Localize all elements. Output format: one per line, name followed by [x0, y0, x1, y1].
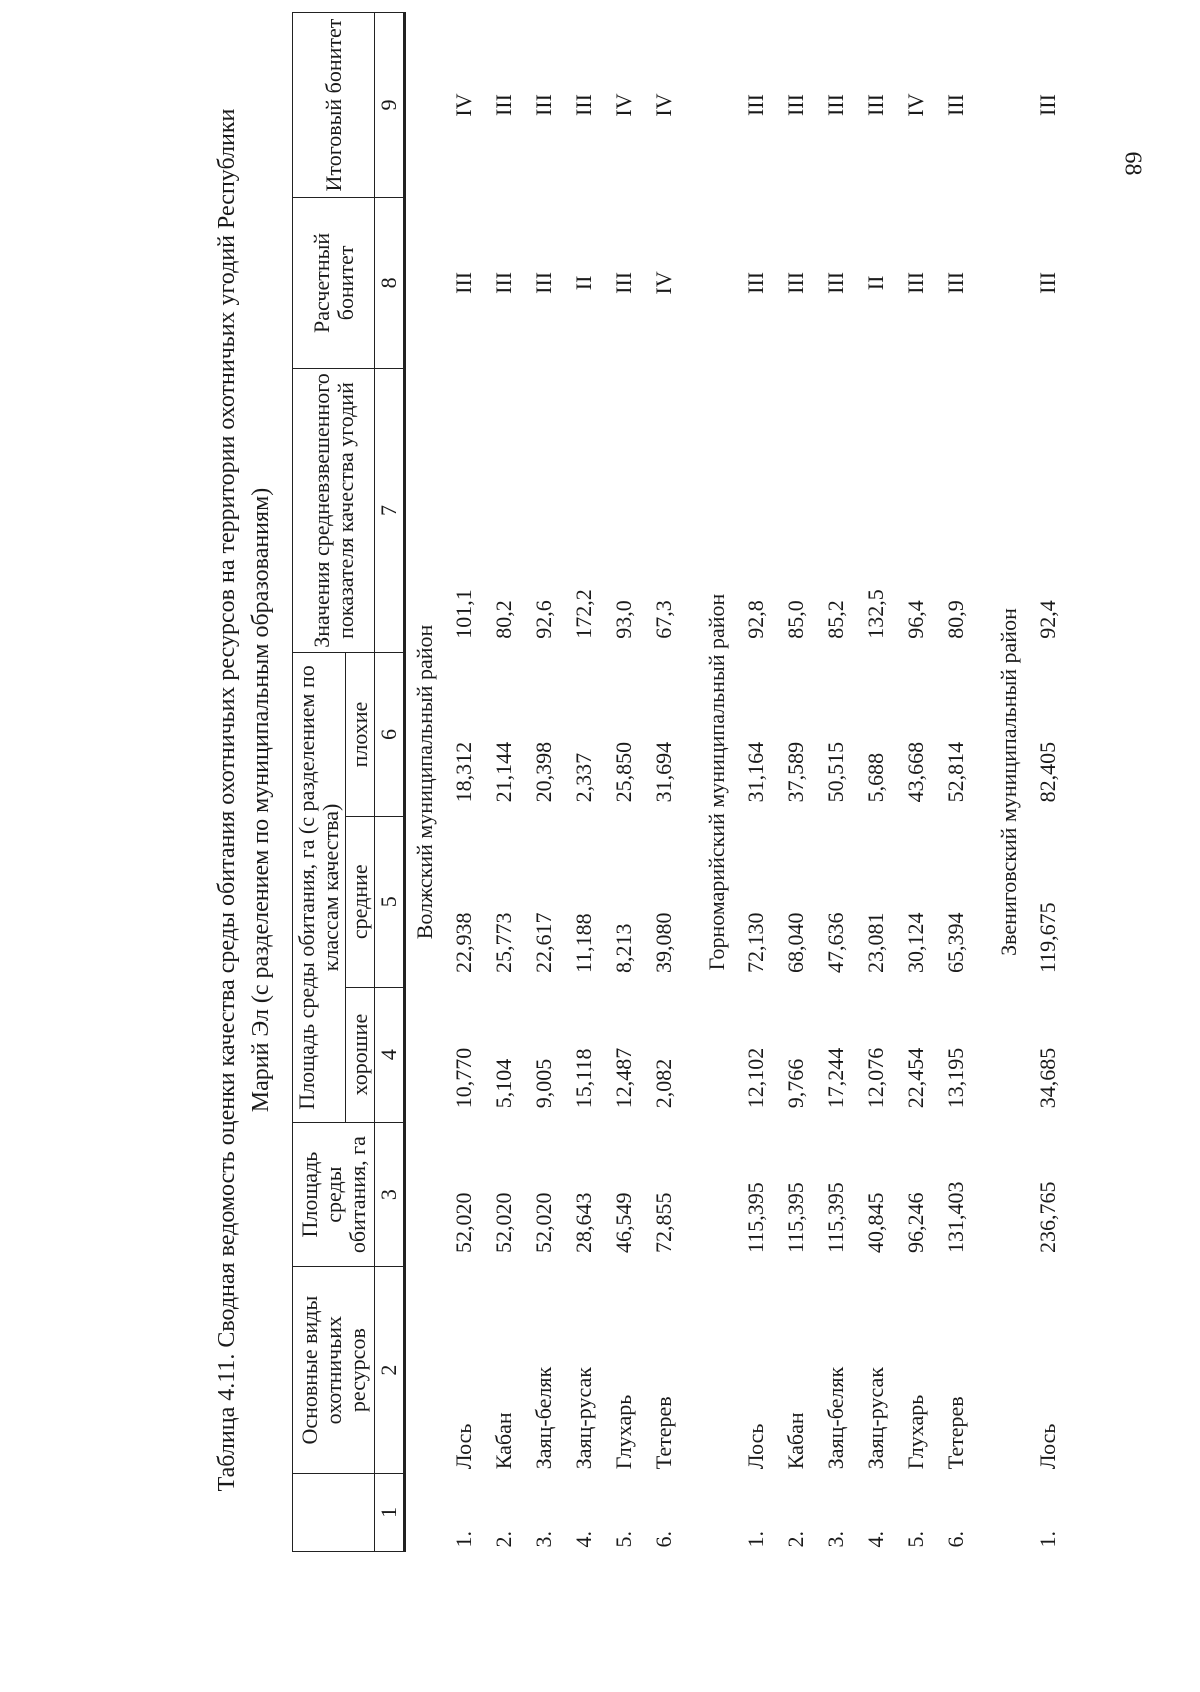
final-bonitet-cell: III — [531, 94, 556, 117]
area-cell: 40,845 — [863, 1192, 888, 1253]
row-index: 5. — [611, 1531, 636, 1548]
table-row — [936, 13, 976, 1552]
calc-bonitet-cell: III — [743, 271, 768, 294]
header-good: хорошие — [346, 987, 375, 1122]
poor-area-cell: 2,337 — [571, 752, 596, 803]
row-index: 1. — [451, 1531, 476, 1548]
medium-area-cell: 22,938 — [451, 912, 476, 974]
row-index: 6. — [943, 1531, 968, 1548]
species-cell: Заяц-беляк — [531, 1366, 556, 1470]
weighted-value-cell: 92,4 — [1035, 600, 1060, 639]
good-area-cell: 15,118 — [571, 1048, 596, 1109]
poor-area-cell: 82,405 — [1035, 741, 1060, 803]
calc-bonitet-cell: III — [1035, 271, 1060, 294]
medium-area-cell: 68,040 — [783, 912, 808, 974]
header-area: Площадь среды обитания, га — [293, 1122, 375, 1267]
section-spacer — [684, 13, 698, 1552]
species-cell: Заяц-беляк — [823, 1366, 848, 1470]
column-number: 5 — [375, 816, 405, 987]
area-cell: 72,855 — [651, 1192, 676, 1253]
good-area-cell: 22,454 — [903, 1047, 928, 1109]
calc-bonitet-cell: II — [863, 275, 888, 291]
table-row — [736, 13, 776, 1552]
calc-bonitet-cell: III — [531, 271, 556, 294]
weighted-value-cell: 85,2 — [823, 600, 848, 639]
species-cell: Лось — [451, 1423, 476, 1470]
area-cell: 115,395 — [743, 1182, 768, 1253]
poor-area-cell: 18,312 — [451, 741, 476, 803]
final-bonitet-cell: III — [743, 94, 768, 117]
medium-area-cell: 47,636 — [823, 912, 848, 974]
column-numbers-row — [375, 13, 405, 1552]
habitat-quality-table — [292, 12, 1068, 1552]
calc-bonitet-cell: III — [783, 271, 808, 294]
spacer-cell — [976, 13, 990, 1552]
final-bonitet-cell: III — [491, 94, 516, 117]
table-row — [816, 13, 856, 1552]
medium-area-cell: 8,213 — [611, 923, 636, 974]
table-row — [524, 13, 564, 1552]
section-row — [990, 13, 1028, 1552]
medium-area-cell: 65,394 — [943, 912, 968, 974]
row-index: 2. — [491, 1531, 516, 1548]
poor-area-cell: 20,398 — [531, 741, 556, 803]
poor-area-cell: 21,144 — [491, 741, 516, 803]
calc-bonitet-cell: II — [571, 275, 596, 291]
table-row — [564, 13, 604, 1552]
species-cell: Глухарь — [611, 1394, 636, 1470]
row-index: 4. — [863, 1531, 888, 1548]
final-bonitet-cell: IV — [451, 93, 476, 117]
species-cell: Лось — [743, 1423, 768, 1470]
final-bonitet-cell: III — [1035, 94, 1060, 117]
weighted-value-cell: 93,0 — [611, 600, 636, 639]
medium-area-cell: 23,081 — [863, 912, 888, 974]
table-row — [856, 13, 896, 1552]
medium-area-cell: 119,675 — [1035, 902, 1060, 974]
species-cell: Глухарь — [903, 1394, 928, 1470]
final-bonitet-cell: III — [783, 94, 808, 117]
species-cell: Тетерев — [651, 1396, 676, 1470]
poor-area-cell: 31,694 — [651, 741, 676, 803]
good-area-cell: 17,244 — [823, 1047, 848, 1109]
calc-bonitet-cell: III — [451, 271, 476, 294]
table-row — [1028, 13, 1068, 1552]
section-title: Горномарийский муниципальный район — [704, 593, 729, 971]
area-cell: 96,246 — [903, 1192, 928, 1253]
weighted-value-cell: 101,1 — [451, 589, 476, 639]
weighted-value-cell: 172,2 — [571, 589, 596, 639]
table-row — [484, 13, 524, 1552]
area-cell: 131,403 — [943, 1181, 968, 1253]
species-cell: Кабан — [783, 1412, 808, 1470]
header-medium: средние — [346, 816, 375, 987]
area-cell: 115,395 — [823, 1182, 848, 1253]
column-number: 6 — [375, 653, 405, 817]
species-cell: Тетерев — [943, 1396, 968, 1470]
area-cell: 52,020 — [531, 1192, 556, 1253]
row-index: 4. — [571, 1531, 596, 1548]
good-area-cell: 9,766 — [783, 1058, 808, 1109]
poor-area-cell: 25,850 — [611, 741, 636, 803]
species-cell: Заяц-русак — [571, 1367, 596, 1470]
weighted-value-cell: 92,8 — [743, 600, 768, 639]
final-bonitet-cell: IV — [903, 93, 928, 117]
rotated-content — [210, 0, 1060, 1560]
column-number: 2 — [375, 1267, 405, 1473]
medium-area-cell: 30,124 — [903, 912, 928, 974]
area-cell: 52,020 — [451, 1192, 476, 1253]
poor-area-cell: 31,164 — [743, 741, 768, 803]
area-cell: 52,020 — [491, 1192, 516, 1253]
table-title: Таблица 4.11. Сводная ведомость оценки качества среды обитания охотничьих ресурсов на территории охотничьих угодий Республики Марий Эл (с разделением по муниципальным образованиям) — [214, 108, 274, 1492]
row-index: 5. — [903, 1531, 928, 1548]
section-title: Звениговский муниципальный район — [996, 608, 1021, 956]
calc-bonitet-cell: III — [943, 271, 968, 294]
poor-area-cell: 5,688 — [863, 752, 888, 803]
weighted-value-cell: 85,0 — [783, 600, 808, 639]
column-number: 1 — [375, 1473, 405, 1551]
column-number: 8 — [375, 198, 405, 369]
header-index — [293, 1473, 375, 1551]
weighted-value-cell: 80,9 — [943, 600, 968, 639]
area-cell: 115,395 — [783, 1182, 808, 1253]
good-area-cell: 9,005 — [531, 1058, 556, 1109]
good-area-cell: 12,102 — [743, 1047, 768, 1109]
section-title: Волжский муниципальный район — [412, 624, 437, 940]
page-number: 68 — [1119, 151, 1146, 176]
column-number: 7 — [375, 368, 405, 653]
row-index: 3. — [823, 1531, 848, 1548]
final-bonitet-cell: IV — [651, 93, 676, 117]
weighted-value-cell: 67,3 — [651, 600, 676, 639]
area-cell: 28,643 — [571, 1192, 596, 1253]
header-weighted: Значения средневзвешенного показателя качества угодий — [293, 368, 375, 653]
row-index: 1. — [1035, 1531, 1060, 1548]
species-cell: Заяц-русак — [863, 1367, 888, 1470]
header-area-by-class: Площадь среды обитания, га (с разделением по классам качества) — [293, 653, 346, 1122]
row-index: 1. — [743, 1531, 768, 1548]
weighted-value-cell: 92,6 — [531, 600, 556, 639]
area-cell: 236,765 — [1035, 1181, 1060, 1253]
poor-area-cell: 50,515 — [823, 741, 848, 803]
good-area-cell: 12,076 — [863, 1047, 888, 1109]
area-cell: 46,549 — [611, 1192, 636, 1253]
calc-bonitet-cell: III — [491, 271, 516, 294]
final-bonitet-cell: III — [823, 94, 848, 117]
good-area-cell: 5,104 — [491, 1058, 516, 1109]
medium-area-cell: 39,080 — [651, 912, 676, 974]
row-index: 3. — [531, 1531, 556, 1548]
medium-area-cell: 11,188 — [571, 913, 596, 974]
species-cell: Лось — [1035, 1423, 1060, 1470]
column-number: 9 — [375, 13, 405, 198]
section-spacer — [976, 13, 990, 1552]
poor-area-cell: 37,589 — [783, 741, 808, 803]
medium-area-cell: 72,130 — [743, 912, 768, 974]
calc-bonitet-cell: III — [903, 271, 928, 294]
weighted-value-cell: 80,2 — [491, 600, 516, 639]
species-cell: Кабан — [491, 1412, 516, 1470]
table-row — [644, 13, 684, 1552]
good-area-cell: 2,082 — [651, 1058, 676, 1109]
final-bonitet-cell: IV — [611, 93, 636, 117]
section-row — [698, 13, 736, 1552]
row-index: 2. — [783, 1531, 808, 1548]
header-final-bonitet: Итоговый бонитет — [293, 13, 375, 198]
final-bonitet-cell: III — [943, 94, 968, 117]
good-area-cell: 12,487 — [611, 1047, 636, 1109]
weighted-value-cell: 132,5 — [863, 589, 888, 639]
table-row — [444, 13, 484, 1552]
medium-area-cell: 22,617 — [531, 912, 556, 974]
table-row — [776, 13, 816, 1552]
calc-bonitet-cell: III — [611, 271, 636, 294]
row-index: 6. — [651, 1531, 676, 1548]
poor-area-cell: 43,668 — [903, 741, 928, 803]
calc-bonitet-cell: IV — [651, 271, 676, 295]
good-area-cell: 13,195 — [943, 1047, 968, 1109]
header-calc-bonitet: Расчетный бонитет — [293, 198, 375, 369]
final-bonitet-cell: III — [863, 94, 888, 117]
header-species: Основные виды охотничьих ресурсов — [293, 1267, 375, 1473]
weighted-value-cell: 96,4 — [903, 600, 928, 639]
poor-area-cell: 52,814 — [943, 741, 968, 803]
medium-area-cell: 25,773 — [491, 912, 516, 974]
column-number: 4 — [375, 987, 405, 1122]
good-area-cell: 34,685 — [1035, 1047, 1060, 1109]
table-row — [604, 13, 644, 1552]
good-area-cell: 10,770 — [451, 1047, 476, 1109]
table-body — [405, 13, 1069, 1552]
section-row — [405, 13, 445, 1552]
column-number: 3 — [375, 1122, 405, 1267]
calc-bonitet-cell: III — [823, 271, 848, 294]
final-bonitet-cell: III — [571, 94, 596, 117]
table-row — [896, 13, 936, 1552]
header-poor: плохие — [346, 653, 375, 817]
spacer-cell — [684, 13, 698, 1552]
